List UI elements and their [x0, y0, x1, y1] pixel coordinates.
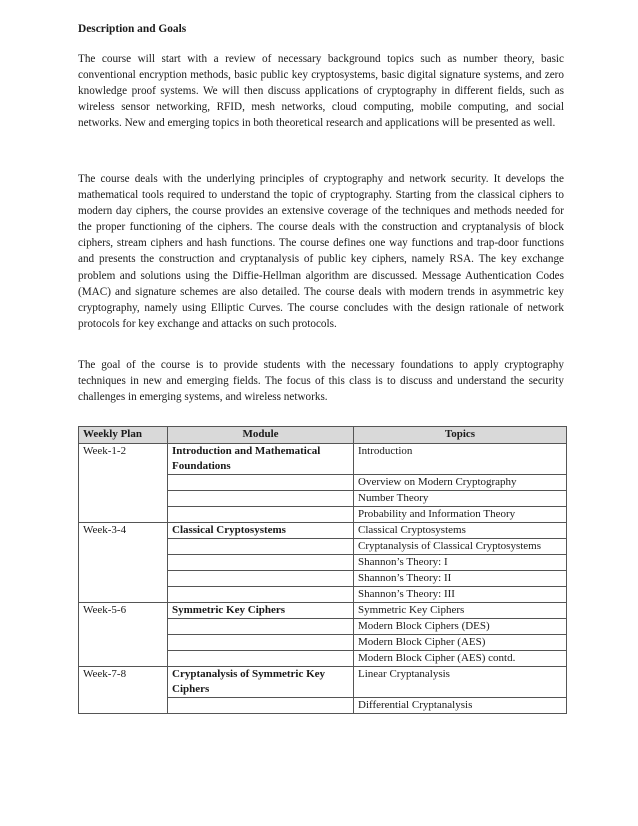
- topic-cell: Classical Cryptosystems: [354, 523, 567, 539]
- module-cell: [168, 651, 354, 667]
- week-cell: Week-7-8: [79, 667, 168, 714]
- week-cell: Week-3-4: [79, 523, 168, 603]
- topic-cell: Modern Block Cipher (AES) contd.: [354, 651, 567, 667]
- week-cell: Week-5-6: [79, 603, 168, 667]
- topic-cell: Number Theory: [354, 491, 567, 507]
- topic-cell: Probability and Information Theory: [354, 507, 567, 523]
- week-cell: Week-1-2: [79, 444, 168, 523]
- table-header-row: [79, 427, 567, 444]
- table-body: [79, 444, 567, 714]
- topic-cell: Modern Block Ciphers (DES): [354, 619, 567, 635]
- paragraph-overview: The course will start with a review of necessary background topics such as number theory, basic conventional encryption methods, basic public key cryptosystems, basic digital signature systems, and zero knowledge proof systems. We will then discuss applications of cryptography in different fields, such as wireless sensor networking, RFID, mesh networks, cloud computing, mobile computing, and social networks. New and emerging topics in both theoretical research and applications will be presented as well.: [78, 53, 564, 130]
- header-module: Module: [168, 427, 354, 444]
- topic-cell: Linear Cryptanalysis: [354, 667, 567, 698]
- module-cell: [168, 539, 354, 555]
- module-cell: [168, 571, 354, 587]
- topic-cell: Shannon’s Theory: II: [354, 571, 567, 587]
- module-cell: [168, 475, 354, 491]
- table-row: [79, 523, 567, 539]
- module-cell: Introduction and Mathematical Foundations: [168, 444, 354, 475]
- module-cell: Classical Cryptosystems: [168, 523, 354, 539]
- topic-cell: Shannon’s Theory: III: [354, 587, 567, 603]
- module-cell: [168, 619, 354, 635]
- paragraph-goal: The goal of the course is to provide students with the necessary foundations to apply cryptography techniques in new and emerging fields. The focus of this class is to discuss and understand the security challenges in emerging systems, and wireless networks.: [78, 359, 564, 404]
- module-cell: Symmetric Key Ciphers: [168, 603, 354, 619]
- module-cell: [168, 635, 354, 651]
- module-cell: [168, 491, 354, 507]
- topic-cell: Symmetric Key Ciphers: [354, 603, 567, 619]
- weekly-plan-table: [78, 426, 567, 714]
- topic-cell: Differential Cryptanalysis: [354, 698, 567, 714]
- section-heading: Description and Goals: [78, 23, 187, 35]
- header-weekly-plan: Weekly Plan: [79, 427, 168, 444]
- topic-cell: Overview on Modern Cryptography: [354, 475, 567, 491]
- topic-cell: Cryptanalysis of Classical Cryptosystems: [354, 539, 567, 555]
- module-cell: [168, 555, 354, 571]
- table-row: [79, 667, 567, 698]
- table-row: [79, 603, 567, 619]
- topic-cell: Shannon’s Theory: I: [354, 555, 567, 571]
- module-cell: Cryptanalysis of Symmetric Key Ciphers: [168, 667, 354, 698]
- paragraph-principles: The course deals with the underlying principles of cryptography and network security. It develops the mathematical tools required to understand the topic of cryptography. Starting from the classical ciphers to modern day ciphers, the course provides an extensive coverage of the techniques and methods needed for the proper functioning of the ciphers. The course deals with the construction and cryptanalysis of block ciphers, stream ciphers and hash functions. The course defines one way functions and trap-door functions and presents the construction and cryptanalysis of public key ciphers, namely RSA. The key exchange problem and solutions using the Diffie-Hellman algorithm are discussed. Message Authentication Codes (MAC) and signature schemes are also detailed. The course deals with modern trends in asymmetric key cryptography, namely using Elliptic Curves. The course concludes with the design rationale of network protocols for key exchange and attacks on such protocols.: [78, 173, 564, 330]
- module-cell: [168, 587, 354, 603]
- module-cell: [168, 698, 354, 714]
- header-topics: Topics: [354, 427, 567, 444]
- module-cell: [168, 507, 354, 523]
- topic-cell: Introduction: [354, 444, 567, 475]
- table-row: [79, 444, 567, 475]
- topic-cell: Modern Block Cipher (AES): [354, 635, 567, 651]
